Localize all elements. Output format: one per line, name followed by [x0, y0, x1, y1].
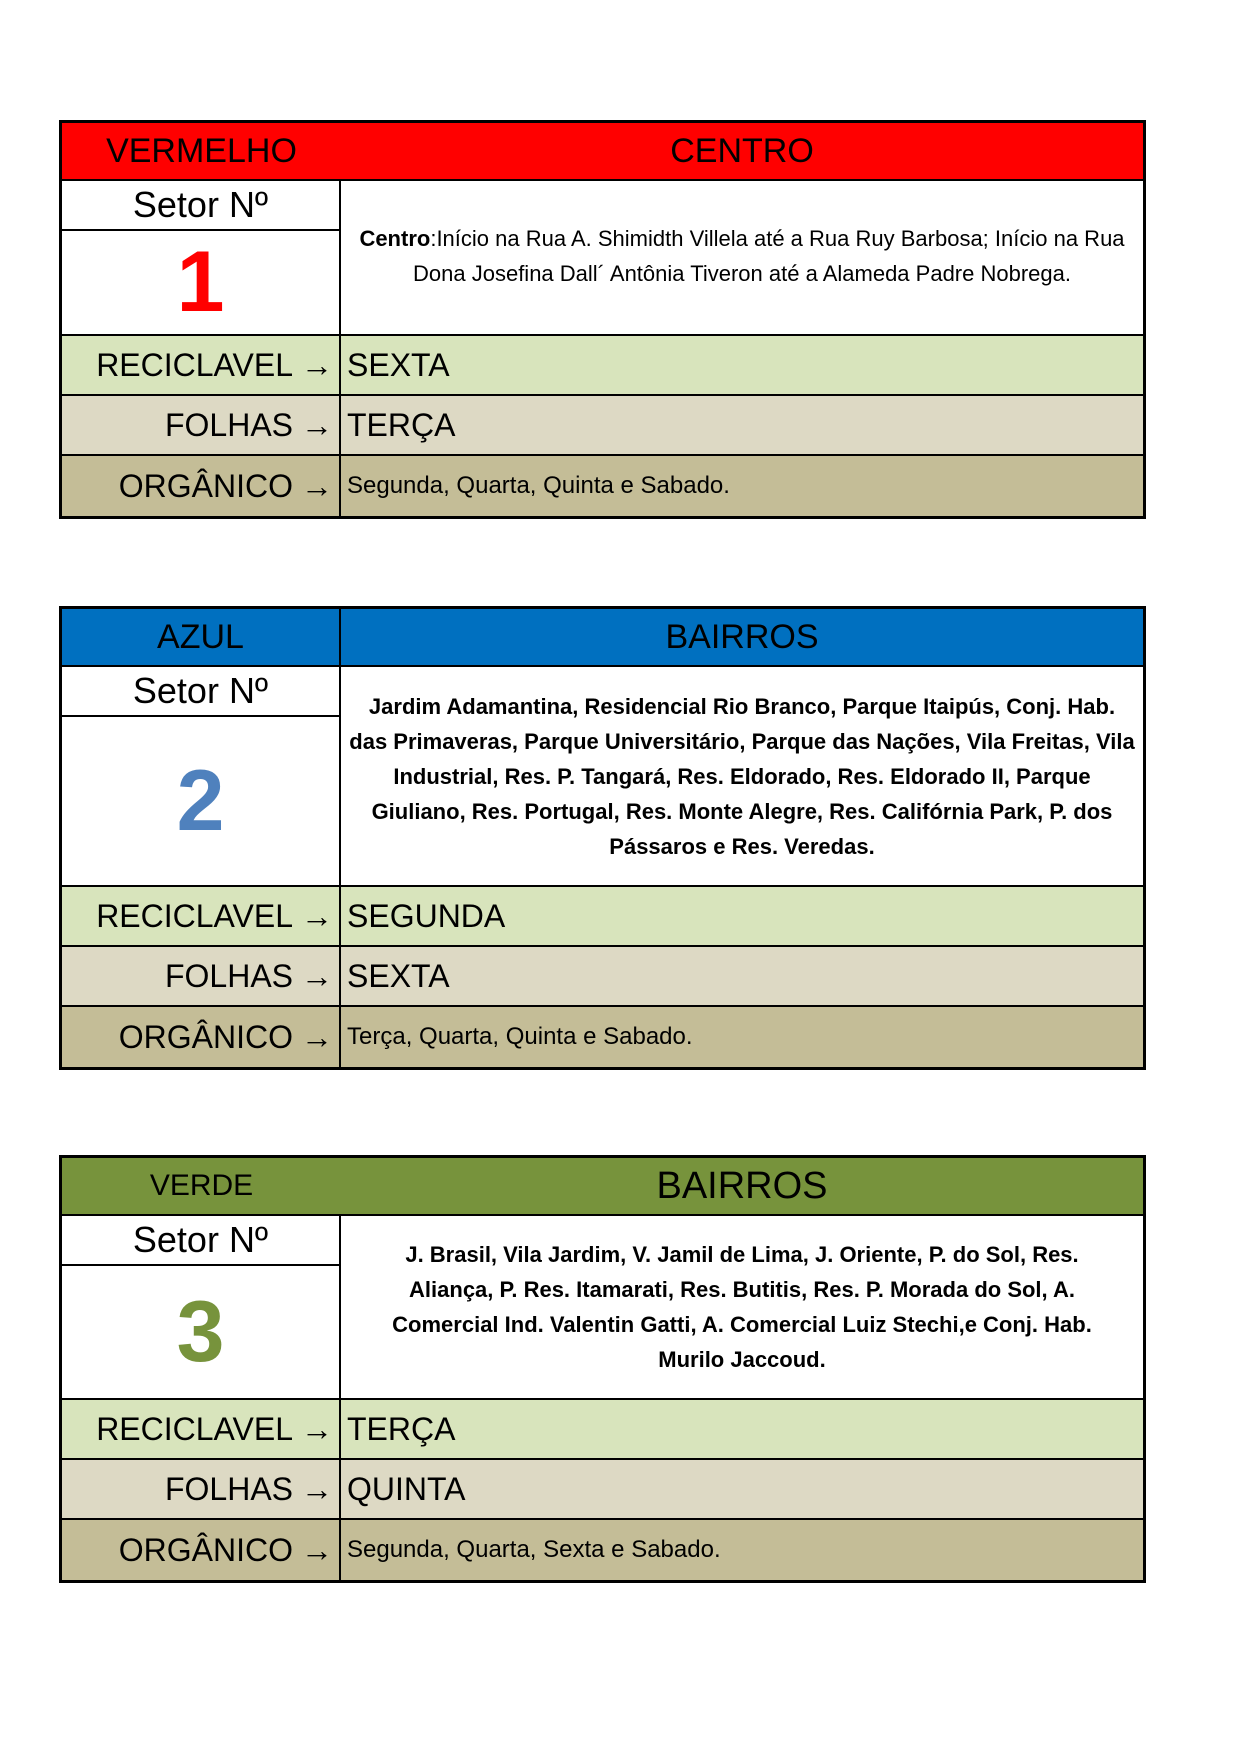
sector-area-header [341, 123, 1143, 181]
organico-days: Segunda, Quarta, Sexta e Sabado. [341, 1520, 1143, 1580]
sector-color-name: VERMELHO [106, 131, 297, 170]
description-rest: :Início na Rua A. Shimidth Villela até a Rua Ruy Barbosa; Início na Rua Dona Josefina Dall´ Antônia Tiveron até a Alameda Padre Nobrega. [413, 226, 1125, 286]
arrow-right-icon: → [301, 1470, 333, 1507]
arrow-right-icon: → [301, 1410, 333, 1447]
arrow-right-icon: → [301, 897, 333, 934]
sector-area-header [341, 609, 1143, 667]
arrow-right-icon: → [301, 957, 333, 994]
sector-area-header [341, 1158, 1143, 1216]
sector-color-header [62, 123, 341, 181]
sector-area-name: CENTRO [670, 131, 814, 170]
reciclavel-label-text: RECICLAVEL [96, 346, 293, 383]
reciclavel-label [62, 336, 341, 396]
sector-area-name: BAIRROS [656, 1164, 828, 1207]
arrow-right-icon: → [301, 1531, 333, 1568]
sector-description: Jardim Adamantina, Residencial Rio Branco, Parque Itaipús, Conj. Hab. das Primaveras, Parque Universitário, Parque das Nações, Vila Freitas, Vila Industrial, Res. P. Tangará, Res. Eldorado, Res. Eldorado II, Parque Giuliano, Res. Portugal, Res. Monte Alegre, Res. Califórnia Park, P. dos Pássaros e Res. Veredas. [341, 667, 1143, 887]
sector-description-text [347, 221, 1137, 291]
organico-days: Segunda, Quarta, Quinta e Sabado. [341, 456, 1143, 516]
folhas-label [62, 1460, 341, 1520]
sector-color-header [62, 1158, 341, 1216]
folhas-label [62, 396, 341, 456]
sector-table-1 [59, 120, 1146, 519]
reciclavel-label [62, 887, 341, 947]
setor-label: Setor Nº [62, 1216, 339, 1266]
sector-color-name: VERDE [149, 1169, 254, 1202]
organico-label-text: ORGÂNICO [118, 467, 293, 504]
folhas-label-text: FOLHAS [164, 406, 293, 443]
sector-description [341, 181, 1143, 336]
organico-days: Terça, Quarta, Quinta e Sabado. [341, 1007, 1143, 1067]
organico-label [62, 1007, 341, 1067]
sector-table-2 [59, 606, 1146, 1070]
reciclavel-label-text: RECICLAVEL [96, 897, 293, 934]
arrow-right-icon: → [301, 406, 333, 443]
arrow-right-icon: → [301, 1018, 333, 1055]
setor-number: 2 [176, 752, 225, 849]
folhas-day: SEXTA [341, 947, 1143, 1007]
folhas-day: QUINTA [341, 1460, 1143, 1520]
sector-description: J. Brasil, Vila Jardim, V. Jamil de Lima, J. Oriente, P. do Sol, Res. Aliança, P. Res. Itamarati, Res. Butitis, Res. P. Morada do Sol, A. Comercial Ind. Valentin Gatti, A. Comercial Luiz Stechi,e Conj. Hab. Murilo Jaccoud. [341, 1216, 1143, 1400]
sector-table-3 [59, 1155, 1146, 1583]
folhas-label-text: FOLHAS [164, 957, 293, 994]
setor-label: Setor Nº [62, 181, 339, 231]
reciclavel-day: SEGUNDA [341, 887, 1143, 947]
sector-number-cell [62, 1216, 341, 1400]
sector-color-name: AZUL [157, 617, 244, 656]
reciclavel-label-text: RECICLAVEL [96, 1410, 293, 1447]
organico-label [62, 1520, 341, 1580]
arrow-right-icon: → [301, 346, 333, 383]
setor-label: Setor Nº [62, 667, 339, 717]
organico-label-text: ORGÂNICO [118, 1018, 293, 1055]
folhas-label [62, 947, 341, 1007]
reciclavel-label [62, 1400, 341, 1460]
sector-number-cell [62, 667, 341, 887]
folhas-day: TERÇA [341, 396, 1143, 456]
sector-number-cell [62, 181, 341, 336]
folhas-label-text: FOLHAS [164, 1470, 293, 1507]
arrow-right-icon: → [301, 467, 333, 504]
sector-color-header [62, 609, 341, 667]
reciclavel-day: TERÇA [341, 1400, 1143, 1460]
description-bold: Centro [359, 226, 431, 251]
organico-label-text: ORGÂNICO [118, 1531, 293, 1568]
setor-number: 1 [176, 234, 225, 330]
organico-label [62, 456, 341, 516]
reciclavel-day: SEXTA [341, 336, 1143, 396]
sector-area-name: BAIRROS [665, 617, 819, 656]
setor-number: 3 [176, 1283, 225, 1380]
